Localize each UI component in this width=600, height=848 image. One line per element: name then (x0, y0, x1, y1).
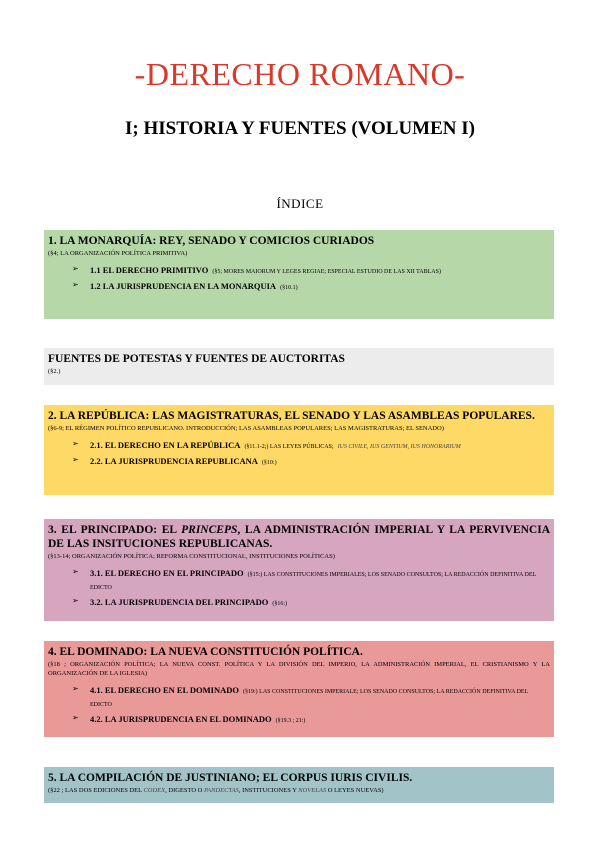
list-item (72, 280, 550, 293)
subsection-ref: (§5; MORES MAIORUM Y LEGES REGIAE; ESPECIAL ESTUDIO DE LAS XII TABLAS) (212, 269, 441, 275)
subsection-title: 1.1 EL DERECHO PRIMITIVO (90, 265, 209, 275)
subsection-title: 2.2. LA JURISPRUDENCIA REPUBLICANA (90, 456, 258, 466)
list-item (72, 264, 550, 277)
arrow-right-icon: ➢ (72, 713, 79, 722)
list-item (72, 439, 550, 452)
section-heading: 3. EL PRINCIPADO: EL PRINCEPS, LA ADMINISTRACIÓN IMPERIAL Y LA PERVIVENCIA DE LAS INSITUCIONES REPUBLICANAS. (48, 524, 551, 550)
subsection-title: 3.1. EL DERECHO EN EL PRINCIPADO (90, 568, 244, 578)
subsection-ref: (§19.3 ; 21:) (275, 718, 306, 724)
section-ref: (§22 ; LAS DOS EDICIONES DEL CODEX, DIGESTO O PANDECTAS, INSTITUCIONES Y NOVELAS O LEYES NUEVAS) (48, 787, 384, 794)
section-principado (44, 519, 554, 621)
subsection-title: 4.1. EL DERECHO EN EL DOMINADO (90, 685, 240, 695)
section-heading: FUENTES DE POTESTAS Y FUENTES DE AUCTORITAS (48, 353, 345, 365)
subsection-title: 3.2. LA JURISPRUDENCIA DEL PRINCIPADO (90, 597, 269, 607)
list-item (72, 596, 550, 609)
subsection-ref-italic: IUS CIVILE, IUS GENTIUM, IUS HONORARIUM (337, 444, 461, 450)
subsection-ref: (§10.1) (280, 285, 298, 291)
subsection-list (48, 684, 550, 726)
arrow-right-icon: ➢ (72, 439, 79, 448)
section-fuentes (44, 348, 554, 385)
section-heading: 4. EL DOMINADO: LA NUEVA CONSTITUCIÓN POLÍTICA. (48, 646, 363, 658)
section-heading: 2. LA REPÚBLICA: LAS MAGISTRATURAS, EL SENADO Y LAS ASAMBLEAS POPULARES. (48, 410, 535, 422)
arrow-right-icon: ➢ (72, 684, 79, 693)
section-ref: (§6-9; EL RÉGIMEN POLÍTICO REPUBLICANO. INTRODUCCIÓN; LAS ASAMBLEAS POPULARES; LAS MAGISTRATURAS; EL SENADO) (48, 425, 444, 432)
section-ref: (§2.) (48, 368, 61, 375)
subsection-title: 1.2 LA JURISPRUDENCIA EN LA MONARQUIA (90, 281, 277, 291)
arrow-right-icon: ➢ (72, 264, 79, 273)
subsection-ref: (§11.1-2;) LAS LEYES PÚBLICAS; (244, 444, 334, 450)
subsection-list (48, 439, 550, 468)
subsection-ref: (§15:) LAS CONSTITUCIONES IMPERIALES; LOS SENADO CONSULTOS; LA REDACCIÓN DEFINITIVA DEL EDICTO (90, 572, 536, 591)
subsection-title: 4.2. LA JURISPRUDENCIA EN EL DOMINADO (90, 714, 272, 724)
section-monarquia (44, 230, 554, 319)
arrow-right-icon: ➢ (72, 280, 79, 289)
section-compilacion (44, 767, 554, 803)
section-ref: (§13-14; ORGANIZACIÓN POLÍTICA; REFORMA CONSTITUCIONAL, INSTITUCIONES POLÍTICAS) (48, 553, 335, 560)
section-dominado (44, 641, 554, 737)
section-republica (44, 405, 554, 495)
arrow-right-icon: ➢ (72, 567, 79, 576)
section-heading: 5. LA COMPILACIÓN DE JUSTINIANO; EL CORPUS IURIS CIVILIS. (48, 772, 413, 784)
arrow-right-icon: ➢ (72, 596, 79, 605)
list-item (72, 713, 550, 726)
document-title: -DERECHO ROMANO- (134, 56, 466, 92)
section-ref: (§4; LA ORGANIZACIÓN POLÍTICA PRIMITIVA) (48, 250, 188, 257)
document-subtitle: I; HISTORIA Y FUENTES (VOLUMEN I) (125, 118, 475, 139)
subsection-ref: (§19:) LAS CONSTITUCIONES IMPERIALE; LOS SENADO CONSULTOS; LA REDACCIÓN DEFINITIVA DEL EDICTO (90, 689, 529, 708)
subsection-list (48, 567, 550, 609)
subsection-list (48, 264, 550, 293)
section-heading: 1. LA MONARQUÍA: REY, SENADO Y COMICIOS CURIADOS (48, 235, 375, 247)
list-item (72, 567, 550, 593)
subsection-ref: (§16:) (272, 601, 288, 607)
section-ref: (§18 ; ORGANIZACIÓN POLÍTICA; LA NUEVA CONST. POLÍTICA Y LA DIVISIÓN DEL IMPERIO, LA ADMINISTRACIÓN IMPERIAL, EL CRISTIANISMO Y LA ORGANIZACIÓN DE LA IGLESIA) (48, 661, 550, 677)
arrow-right-icon: ➢ (72, 455, 79, 464)
subsection-ref: (§10:) (261, 460, 277, 466)
list-item (72, 684, 550, 710)
index-label: ÍNDICE (276, 196, 324, 211)
subsection-title: 2.1. EL DERECHO EN LA REPÚBLICA (90, 440, 241, 450)
list-item (72, 455, 550, 468)
